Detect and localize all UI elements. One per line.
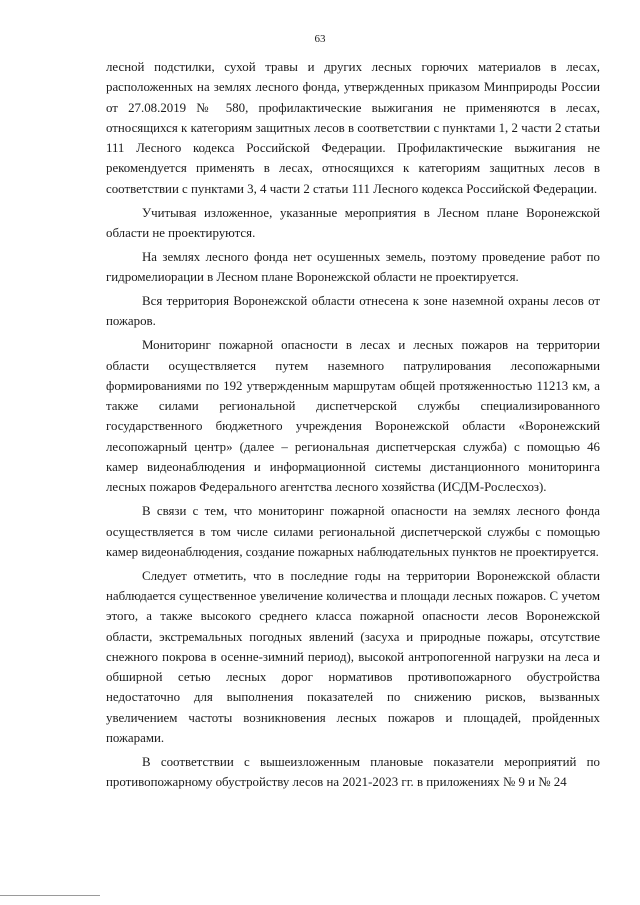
page-number: 63 <box>314 33 326 45</box>
document-body <box>106 57 600 793</box>
footer-divider <box>0 895 100 896</box>
paragraph: В соответствии с вышеизложенным плановые показатели мероприятий по противопожарному обустройству лесов на 2021-2023 гг. в приложениях № 9 и № 24 <box>106 754 600 790</box>
paragraph: Мониторинг пожарной опасности в лесах и лесных пожаров на территории области осуществляется путем наземного патрулирования лесопожарными формированиями по 192 утвержденным маршрутам общей протяженностью 11213 км, а также силами региональной диспетчерской службы специализированного государственного бюджетного учреждения Воронежской области «Воронежский лесопожарный центр» (далее – региональная диспетчерская служба) с помощью 46 камер видеонаблюдения и информационной системы дистанционного мониторинга лесных пожаров Федерального агентства лесного хозяйства (ИСДМ-Рослесхоз). <box>106 338 600 495</box>
paragraph: На землях лесного фонда нет осушенных земель, поэтому проведение работ по гидромелиорации в Лесном плане Воронежской области не проектируется. <box>106 249 600 285</box>
paragraph: Вся территория Воронежской области отнесена к зоне наземной охраны лесов от пожаров. <box>106 294 600 329</box>
paragraph-continuation: лесной подстилки, сухой травы и других лесных горючих материалов в лесах, расположенных на землях лесного фонда, утвержденных приказом Минприроды России от 27.08.2019 № 580, профилактические выжигания не применяются в лесах, относящихся к категориям защитных лесов в соответствии с пунктами 1, 2 части 2 статьи 111 Лесного кодекса Российской Федерации. Профилактические выжигания не рекомендуется применять в лесах, относящихся к категориям защитных лесов в соответствии с пунктами 3, 4 части 2 статьи 111 Лесного кодекса Российской Федерации. <box>106 60 600 196</box>
paragraph: Следует отметить, что в последние годы на территории Воронежской области наблюдается существенное увеличение количества и площади лесных пожаров. С учетом этого, а также высокого среднего класса пожарной опасности лесов Воронежской области, экстремальных погодных явлений (засуха и природные пожары, отсутствие снежного покрова в осенне-зимний период), высокой антропогенной нагрузки на леса и обширной сетью лесных дорог нормативов противопожарного обустройства недостаточно для выполнения показателей по снижению рисков, вызванных увеличением частоты возникновения лесных пожаров и площадей, пройденных пожарами. <box>106 568 600 746</box>
paragraph: Учитывая изложенное, указанные мероприятия в Лесном плане Воронежской области не проектируются. <box>106 205 600 240</box>
paragraph: В связи с тем, что мониторинг пожарной опасности на землях лесного фонда осуществляется в том числе силами региональной диспетчерской службы с помощью камер видеонаблюдения, создание пожарных наблюдательных пунктов не проектируется. <box>106 504 600 559</box>
